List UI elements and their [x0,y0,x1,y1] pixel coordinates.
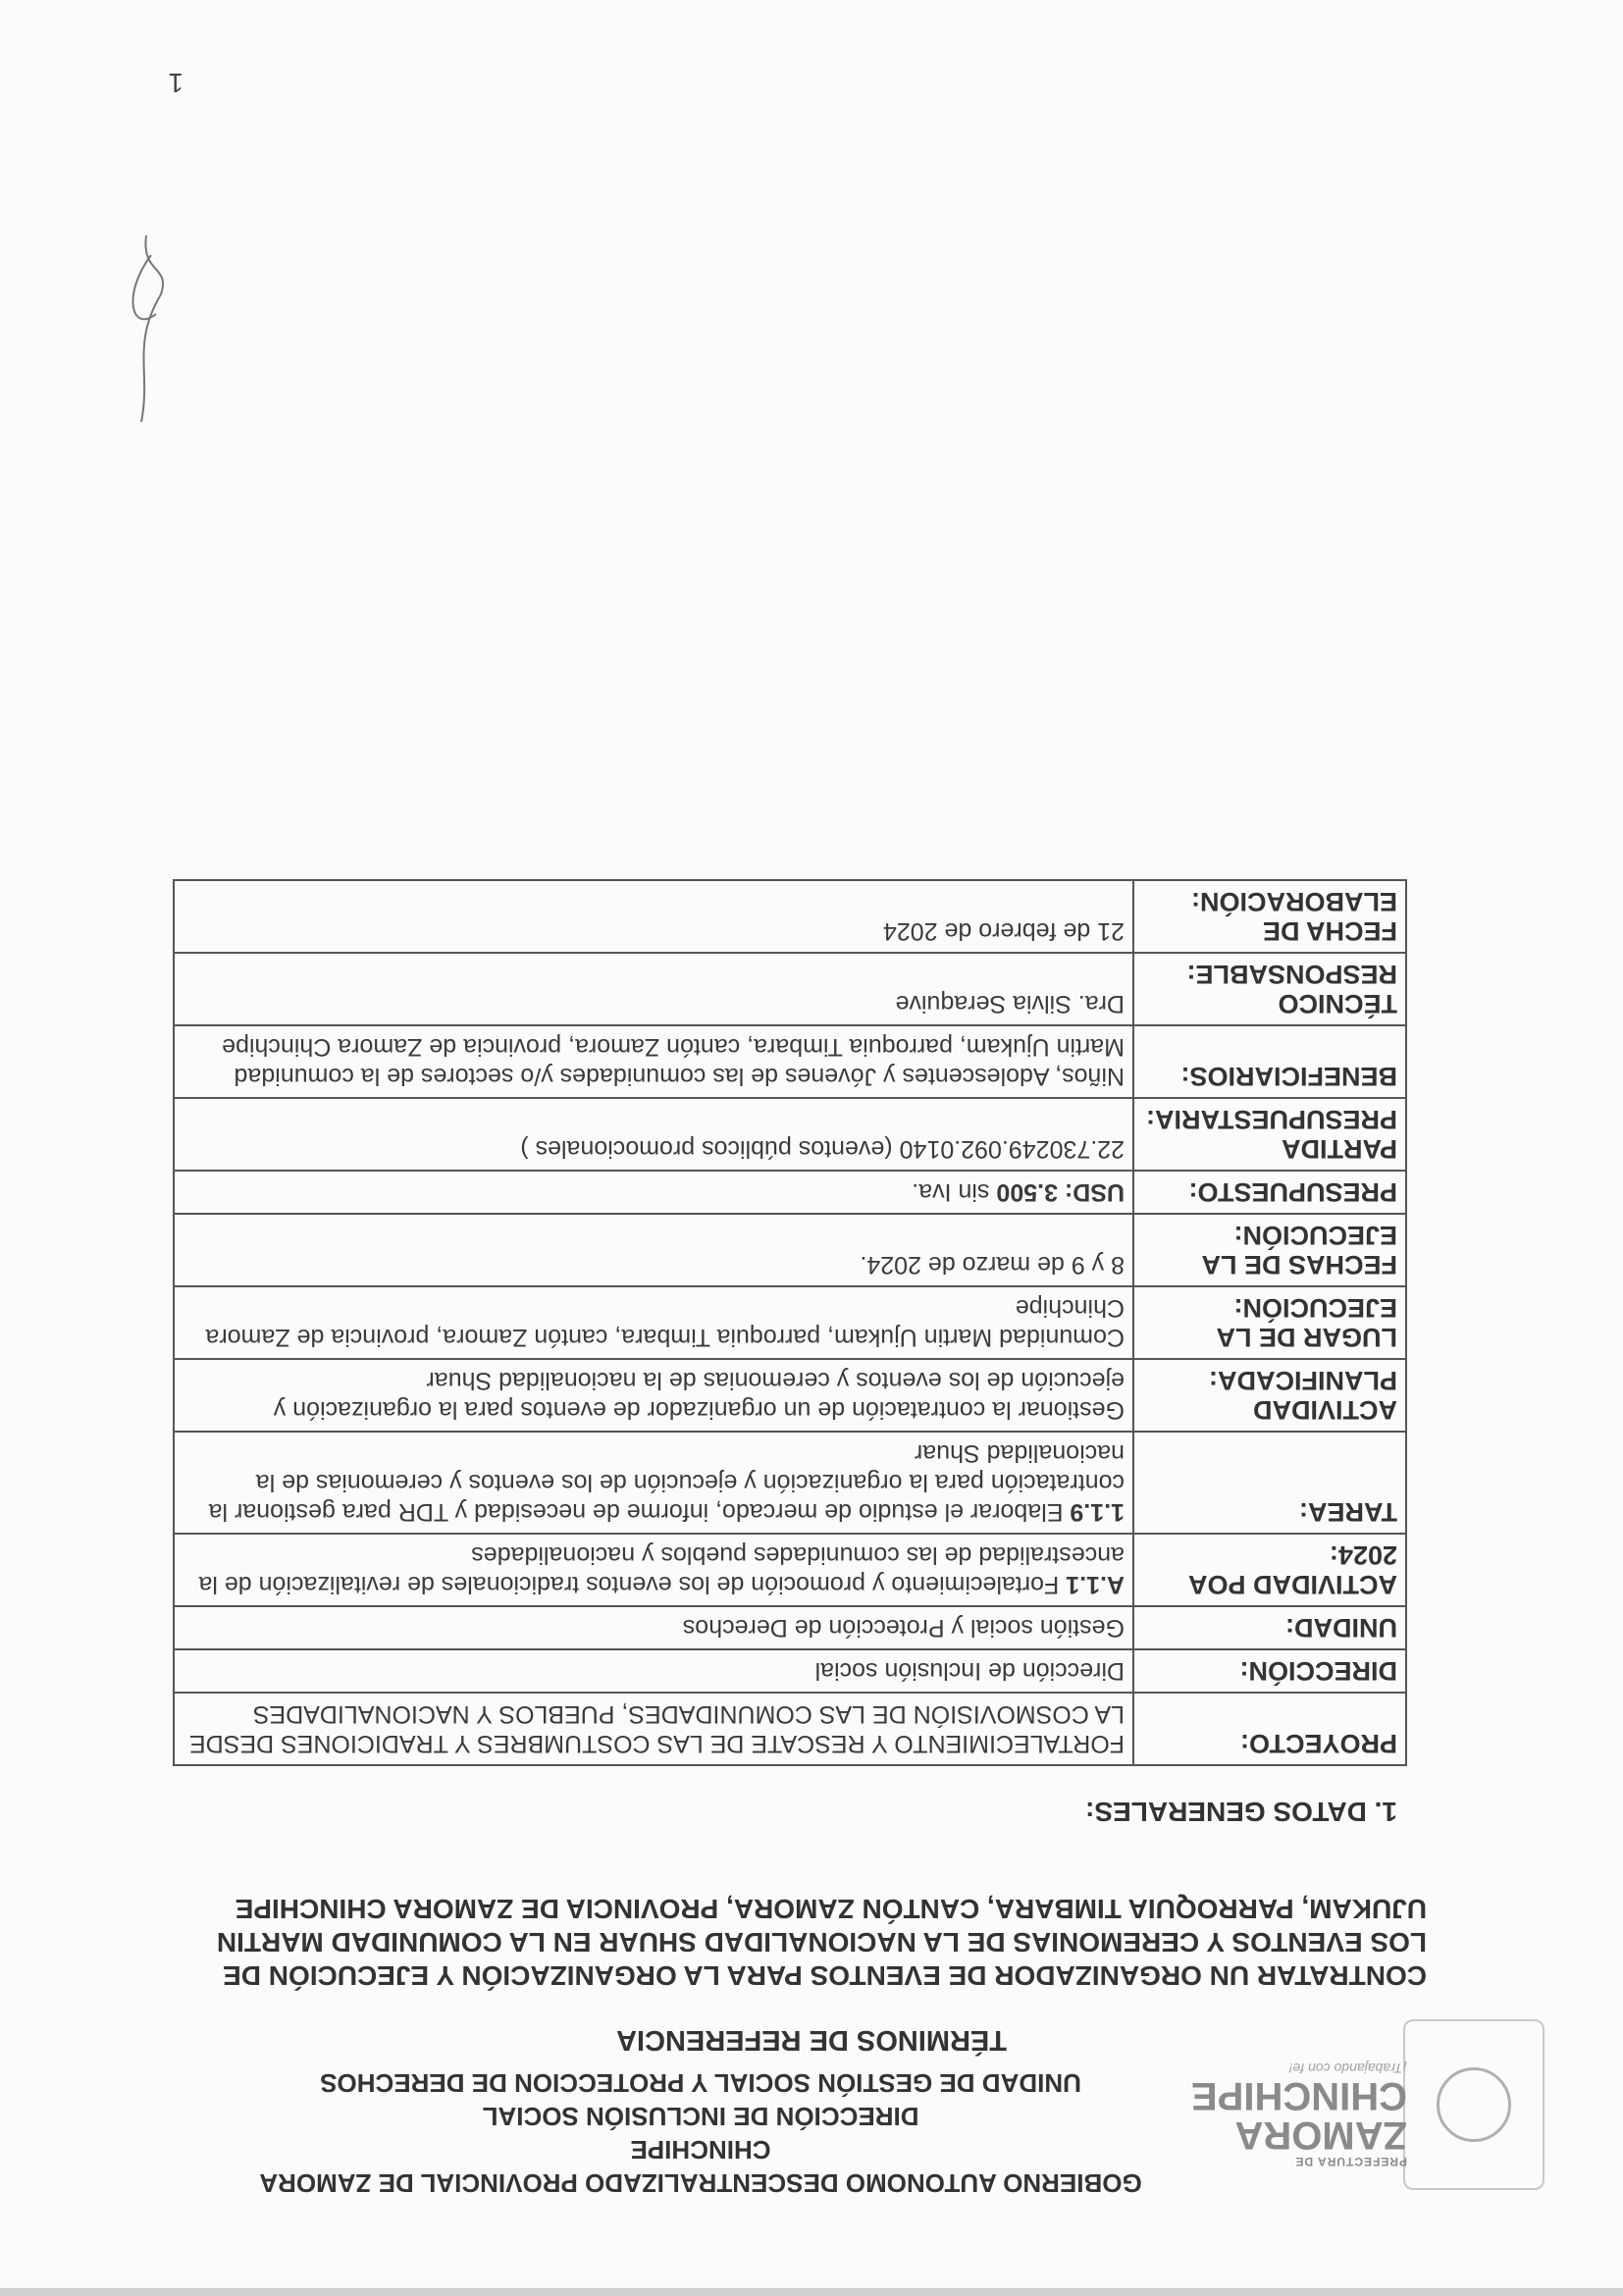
field-value [174,1359,1133,1432]
field-value-text: Comunidad Martin Ujukam, parroquia Timbara, cantón Zamora, provincia de Zamora Chinchipe [205,1294,1125,1351]
field-value-code: USD: 3.500 [996,1178,1125,1206]
field-label: FECHAS DE LA EJECUCIÓN: [1133,1214,1406,1286]
field-value-text: Gestionar la contratación de un organizador de eventos para la organización y ejecución de los eventos y ceremonias de la nacionalidad Shuar [273,1367,1125,1424]
field-value [174,1214,1133,1286]
logo-small-text: PREFECTURA DE [1294,2155,1407,2168]
logo-tagline: ¡Trabajando con fe! [1288,2061,1407,2076]
field-label: BENEFICIARIOS: [1133,1025,1406,1098]
field-value-text: Dra. Silvia Seraquive [895,990,1125,1018]
field-label: DIRECCIÓN: [1133,1649,1406,1693]
table-row [174,1534,1406,1606]
logo-name-1: ZAMORA [1234,2113,1407,2157]
field-value [174,1534,1133,1606]
field-value-text: 21 de febrero de 2024 [882,917,1125,945]
field-value-text: Elaborar el estudio de mercado, informe de necesidad y TDR para gestionar la contratación para la organización y ejecución de los eventos y ceremonias de la nacionalidad Shuar [208,1439,1125,1526]
document-subtitle: CONTRATAR UN ORGANIZADOR DE EVENTOS PARA LA ORGANIZACIÓN Y EJECUCIÓN DE LOS EVENTOS Y CEREMONIAS DE LA NACIONALIDAD SHUAR EN LA COMUNIDAD MARTIN UJUKAM, PARROQUIA TIMBARA, CANTÓN ZAMORA, PROVINCIA DE ZAMORA CHINCHIPE [216,1894,1427,1991]
field-label: PROYECTO: [1133,1693,1406,1765]
field-value [174,1432,1133,1534]
table-row [174,1693,1406,1765]
field-value-text: Fortalecimiento y promoción de los eventos tradicionales de revitalización de la ancestralidad de las comunidades pueblos y nacionalidades [198,1541,1125,1598]
field-label: UNIDAD: [1133,1606,1406,1649]
page-number: 1 [168,68,183,98]
table-row [174,1171,1406,1214]
table-row [174,1432,1406,1534]
field-value-text: FORTALECIMIENTO Y RESCATE DE LAS COSTUMBRES Y TRADICIONES DESDE LA COSMOVISIÓN DE LAS COMUNIDADES, PUEBLOS Y NACIONALIDADES [188,1700,1125,1757]
field-value [174,1286,1133,1359]
table-row [174,953,1406,1025]
field-value [174,1025,1133,1098]
header-line-2: DIRECCIÓN DE INCLUSIÓN SOCIAL [482,2102,919,2131]
table-row [174,1359,1406,1432]
field-value [174,1171,1133,1214]
table-row [174,1214,1406,1286]
field-label: PRESUPUESTO: [1133,1171,1406,1214]
field-value-text: Dirección de Inclusión social [814,1657,1125,1685]
field-label: TAREA: [1133,1432,1406,1534]
field-value-text: Gestión social y Protección de Derechos [682,1614,1125,1642]
general-data-table [173,879,1407,1766]
table-row [174,1606,1406,1649]
logo-text [1191,2061,1407,2168]
field-value-code: A.1.1 [1066,1571,1125,1598]
field-label: ACTIVIDAD POA 2024: [1133,1534,1406,1606]
field-value [174,953,1133,1025]
field-value [174,1693,1133,1765]
section-heading: 1. DATOS GENERALES: [1085,1797,1397,1827]
field-label: TÉCNICO RESPONSABLE: [1133,953,1406,1025]
field-label: ACTIVIDAD PLANIFICADA: [1133,1359,1406,1432]
field-label: PARTIDA PRESUPUESTARIA: [1133,1098,1406,1171]
field-value-text: sin Iva. [912,1178,997,1206]
table-row [174,1098,1406,1171]
header-line-3: UNIDAD DE GESTIÓN SOCIAL Y PROTECCION DE DERECHOS [320,2068,1081,2098]
field-value [174,1606,1133,1649]
table-row [174,1025,1406,1098]
table-row [174,1649,1406,1693]
field-value-text: 8 y 9 de marzo de 2024. [860,1251,1125,1278]
table-row [174,1286,1406,1359]
scan-edge [0,2288,1623,2296]
document-header [210,2066,1191,2200]
field-value [174,880,1133,953]
field-value [174,1649,1133,1693]
header-line-1: GOBIERNO AUTONOMO DESCENTRALIZADO PROVINCIAL DE ZAMORA CHINCHIPE [259,2135,1142,2198]
field-value-code: 1.1.9 [1070,1498,1125,1526]
field-value [174,1098,1133,1171]
logo-name-2: CHINCHIPE [1190,2074,1407,2117]
field-label: LUGAR DE LA EJECUCIÓN: [1133,1286,1406,1359]
page-title: TÉRMINOS DE REFERENCIA [616,2024,1007,2056]
field-label: FECHA DE ELABORACIÓN: [1133,880,1406,953]
table-row [174,880,1406,953]
signature-icon [82,196,200,432]
field-value-text: 22.730249.092.0140 (eventos públicos promocionales ) [520,1135,1125,1163]
field-value-text: Niños, Adolescentes y Jóvenes de las comunidades y/o sectores de la comunidad Martin Ujukam, parroquia Timbara, cantón Zamora, provincia de Zamora Chinchipe [222,1033,1125,1090]
